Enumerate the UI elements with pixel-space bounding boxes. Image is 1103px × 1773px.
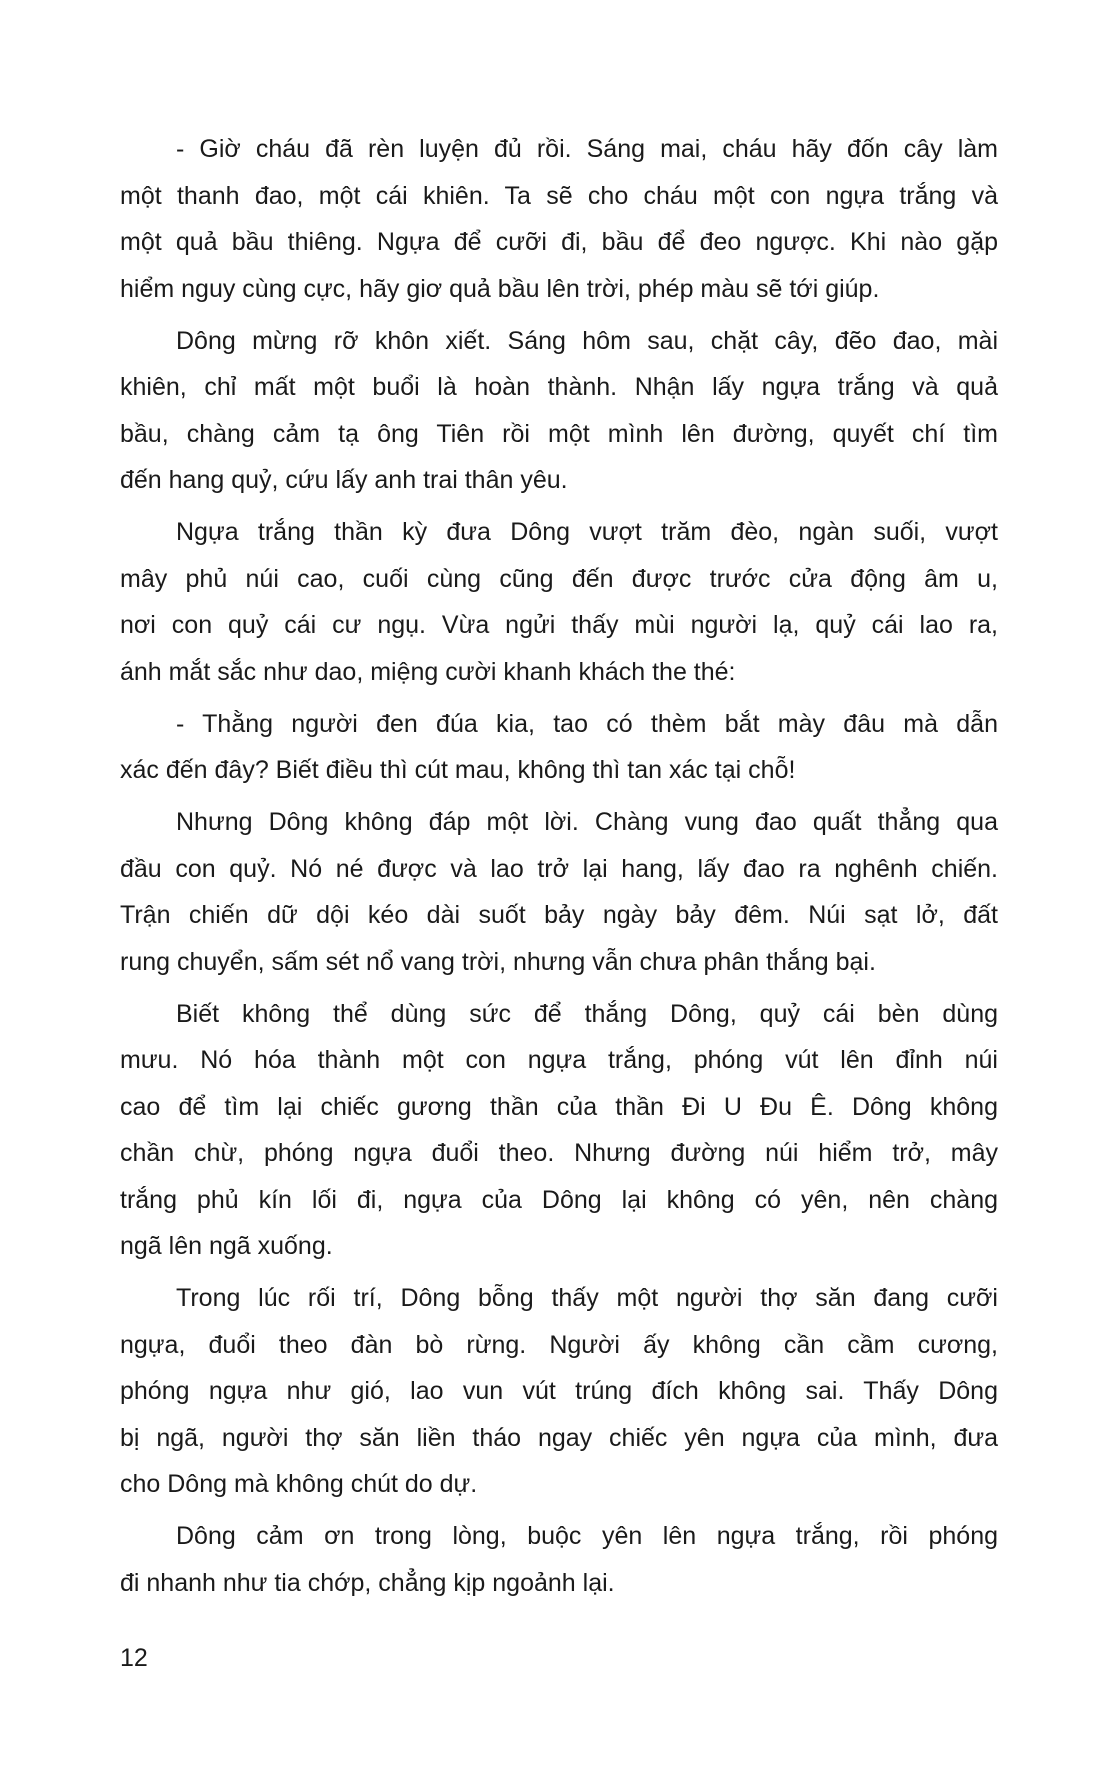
- text-line: - Thằng người đen đúa kia, tao có thèm bắt mày đâu mà dẫn: [176, 709, 998, 738]
- text-line: trắng phủ kín lối đi, ngựa của Dông lại không có yên, nên chàng: [120, 1185, 998, 1214]
- text-line: Dông mừng rỡ khôn xiết. Sáng hôm sau, chặt cây, đẽo đao, mài: [176, 326, 998, 355]
- text-line: rung chuyển, sấm sét nổ vang trời, nhưng vẫn chưa phân thắng bại.: [120, 947, 876, 976]
- text-line: ánh mắt sắc như dao, miệng cười khanh khách the thé:: [120, 657, 736, 686]
- text-line: phóng ngựa như gió, lao vun vút trúng đích không sai. Thấy Dông: [120, 1377, 998, 1405]
- text-line: nơi con quỷ cái cư ngụ. Vừa ngửi thấy mùi người lạ, quỷ cái lao ra,: [120, 611, 998, 639]
- text-line: hiểm nguy cùng cực, hãy giơ quả bầu lên trời, phép màu sẽ tới giúp.: [120, 274, 880, 303]
- text-line: ngựa, đuổi theo đàn bò rừng. Người ấy không cần cầm cương,: [120, 1330, 998, 1359]
- text-line: một quả bầu thiêng. Ngựa để cưỡi đi, bầu để đeo ngược. Khi nào gặp: [120, 228, 998, 256]
- text-line: xác đến đây? Biết điều thì cút mau, không thì tan xác tại chỗ!: [120, 756, 796, 784]
- page-number: 12: [120, 1644, 148, 1672]
- text-line: bị ngã, người thợ săn liền tháo ngay chiếc yên ngựa của mình, đưa: [120, 1423, 998, 1452]
- text-line: Nhưng Dông không đáp một lời. Chàng vung đao quất thẳng qua: [176, 808, 998, 836]
- paragraph: [120, 991, 998, 1270]
- text-line: mây phủ núi cao, cuối cùng cũng đến được trước cửa động âm u,: [120, 564, 998, 593]
- text-line: - Giờ cháu đã rèn luyện đủ rồi. Sáng mai, cháu hãy đốn cây làm: [176, 135, 998, 163]
- paragraph: [120, 509, 998, 695]
- text-line: Trận chiến dữ dội kéo dài suốt bảy ngày bảy đêm. Núi sạt lở, đất: [120, 901, 998, 929]
- paragraph: [120, 1275, 998, 1508]
- text-line: chần chừ, phóng ngựa đuổi theo. Nhưng đường núi hiểm trở, mây: [120, 1139, 998, 1167]
- text-line: đến hang quỷ, cứu lấy anh trai thân yêu.: [120, 466, 568, 494]
- text-line: Trong lúc rối trí, Dông bỗng thấy một người thợ săn đang cưỡi: [176, 1284, 998, 1312]
- text-line: đi nhanh như tia chớp, chẳng kịp ngoảnh lại.: [120, 1568, 615, 1597]
- text-line: khiên, chỉ mất một buổi là hoàn thành. Nhận lấy ngựa trắng và quả: [120, 373, 998, 401]
- paragraph: [120, 799, 998, 985]
- text-line: mưu. Nó hóa thành một con ngựa trắng, phóng vút lên đỉnh núi: [120, 1046, 998, 1074]
- paragraph: [120, 318, 998, 504]
- text-line: Biết không thể dùng sức để thắng Dông, quỷ cái bèn dùng: [176, 999, 998, 1028]
- text-line: bầu, chàng cảm tạ ông Tiên rồi một mình lên đường, quyết chí tìm: [120, 419, 998, 448]
- paragraph: [120, 701, 998, 794]
- text-line: đầu con quỷ. Nó né được và lao trở lại hang, lấy đao ra nghênh chiến.: [120, 854, 998, 883]
- text-line: cho Dông mà không chút do dự.: [120, 1470, 478, 1498]
- text-line: ngã lên ngã xuống.: [120, 1232, 333, 1260]
- text-line: một thanh đao, một cái khiên. Ta sẽ cho cháu một con ngựa trắng và: [120, 181, 998, 210]
- paragraph: [120, 126, 998, 312]
- text-line: Dông cảm ơn trong lòng, buộc yên lên ngựa trắng, rồi phóng: [176, 1522, 998, 1550]
- page-body-text: [120, 126, 998, 1612]
- paragraph: [120, 1513, 998, 1606]
- text-line: Ngựa trắng thần kỳ đưa Dông vượt trăm đèo, ngàn suối, vượt: [176, 518, 998, 546]
- text-line: cao để tìm lại chiếc gương thần của thần Đi U Đu Ê. Dông không: [120, 1092, 998, 1121]
